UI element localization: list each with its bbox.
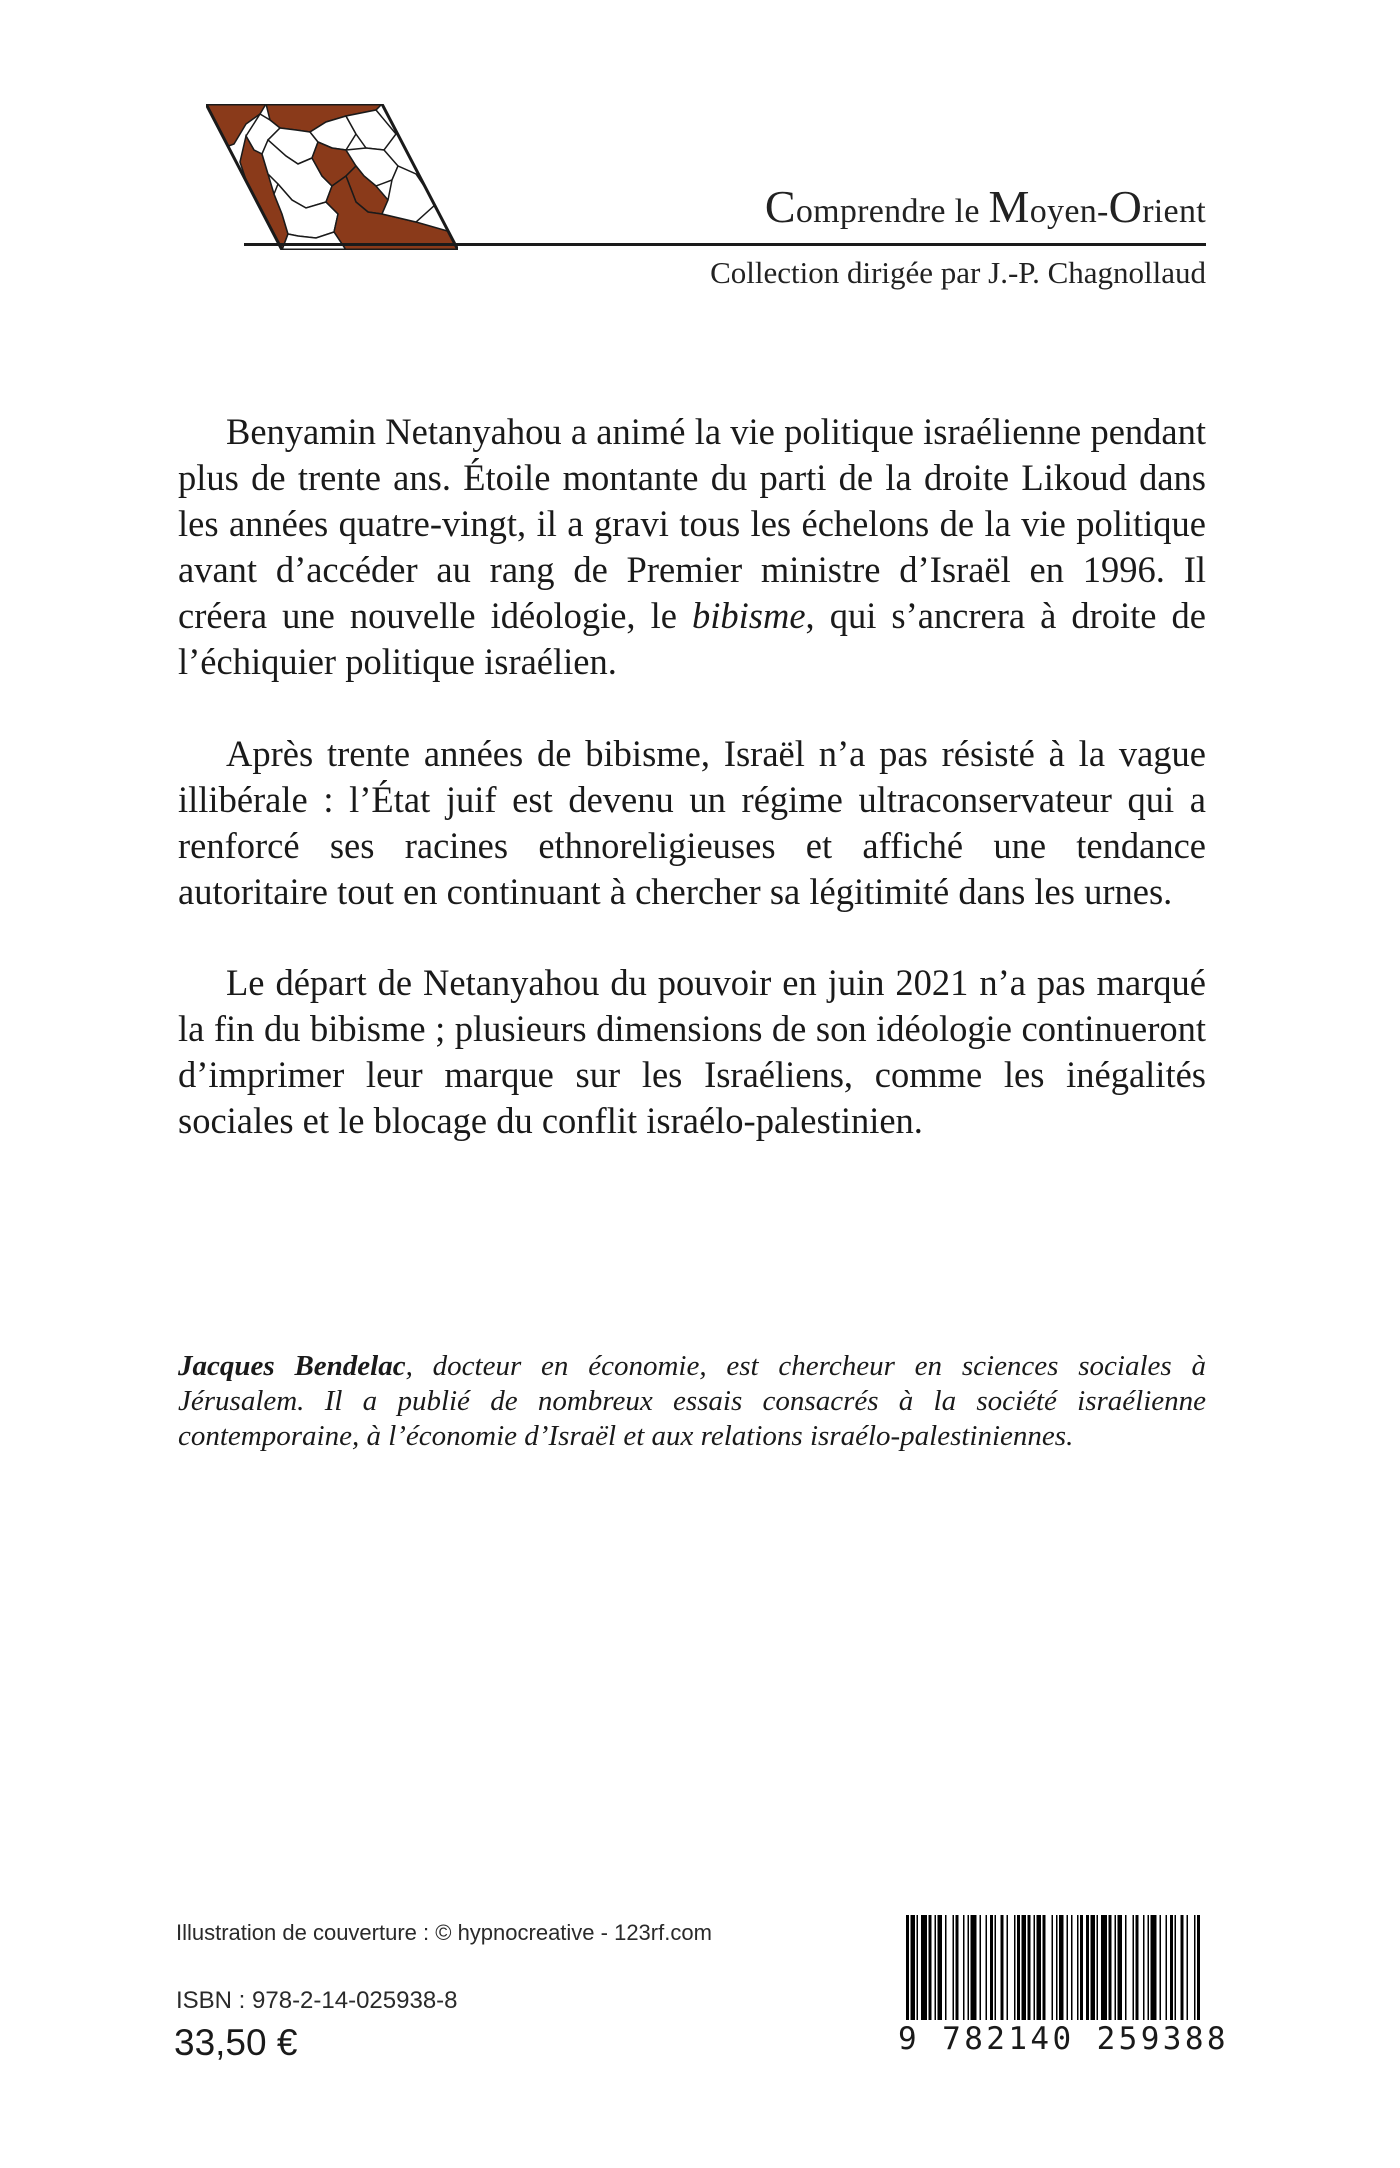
cover-credit: Illustration de couverture : © hypnocreative - 123rf.com [176, 1920, 712, 1945]
middle-east-map-icon [206, 104, 458, 250]
series-title-rest-1: omprendre le [795, 193, 989, 230]
series-title-cap-3: O [1108, 181, 1143, 232]
blurb-p1-text: Benyamin Netanyahou a animé la vie politique israélienne pendant plus de trente ans. Étoile montante du parti de la droite Likoud dans les années quatre-vingt, il a gravi tous les échelons de la vie politique avant d’accéder au rang de Premier ministre d’Israël en 1996. Il créera une nouvelle idéologie, le [178, 411, 1206, 636]
author-bio-text: , docteur en économie, est chercheur en sciences sociales à Jérusalem. Il a publié de nombreux essais consacrés à la société israélienne contemporaine, à l’économie d’Israël et aux relations israélo-palestiniennes. [178, 1350, 1206, 1452]
barcode-digits: 9 782140 259388 [898, 2021, 1229, 2057]
series-divider [244, 243, 1206, 246]
blurb-paragraph-3 [178, 960, 1206, 1144]
series-director: Collection dirigée par J.-P. Chagnollaud [710, 255, 1206, 290]
blurb-p3-text: Le départ de Netanyahou du pouvoir en juin 2021 n’a pas marqué la fin du bibisme ; plusieurs dimensions de son idéologie continueront d’imprimer leur marque sur les Israéliens, comme les inégalités sociales et le blocage du conflit israélo-palestinien. [178, 962, 1206, 1141]
blurb-paragraph-1 [178, 409, 1206, 685]
price: 33,50 € [174, 2022, 298, 2063]
series-title-rest-3: rient [1142, 193, 1206, 230]
blurb-p1-text-end: , qui s’ancrera à droite de l’échiquier politique israélien. [178, 595, 1206, 682]
series-title-cap-1: C [764, 181, 796, 232]
blurb-p1-italic: bibisme [691, 595, 806, 636]
series-title-cap-2: M [988, 181, 1030, 232]
blurb-p2-text: Après trente années de bibisme, Israël n’a pas résisté à la vague illibérale : l’État juif est devenu un régime ultraconservateur qui a renforcé ses racines ethnoreligieuses et affiché une tendance autoritaire tout en continuant à chercher sa légitimité dans les urnes. [178, 733, 1206, 912]
author-bio [178, 1349, 1206, 1454]
series-title-rest-2: oyen- [1029, 193, 1109, 230]
isbn: ISBN : 978-2-14-025938-8 [176, 1987, 458, 2014]
author-name: Jacques Bendelac [178, 1350, 406, 1382]
blurb-paragraph-2 [178, 731, 1206, 915]
series-title [765, 180, 1206, 233]
